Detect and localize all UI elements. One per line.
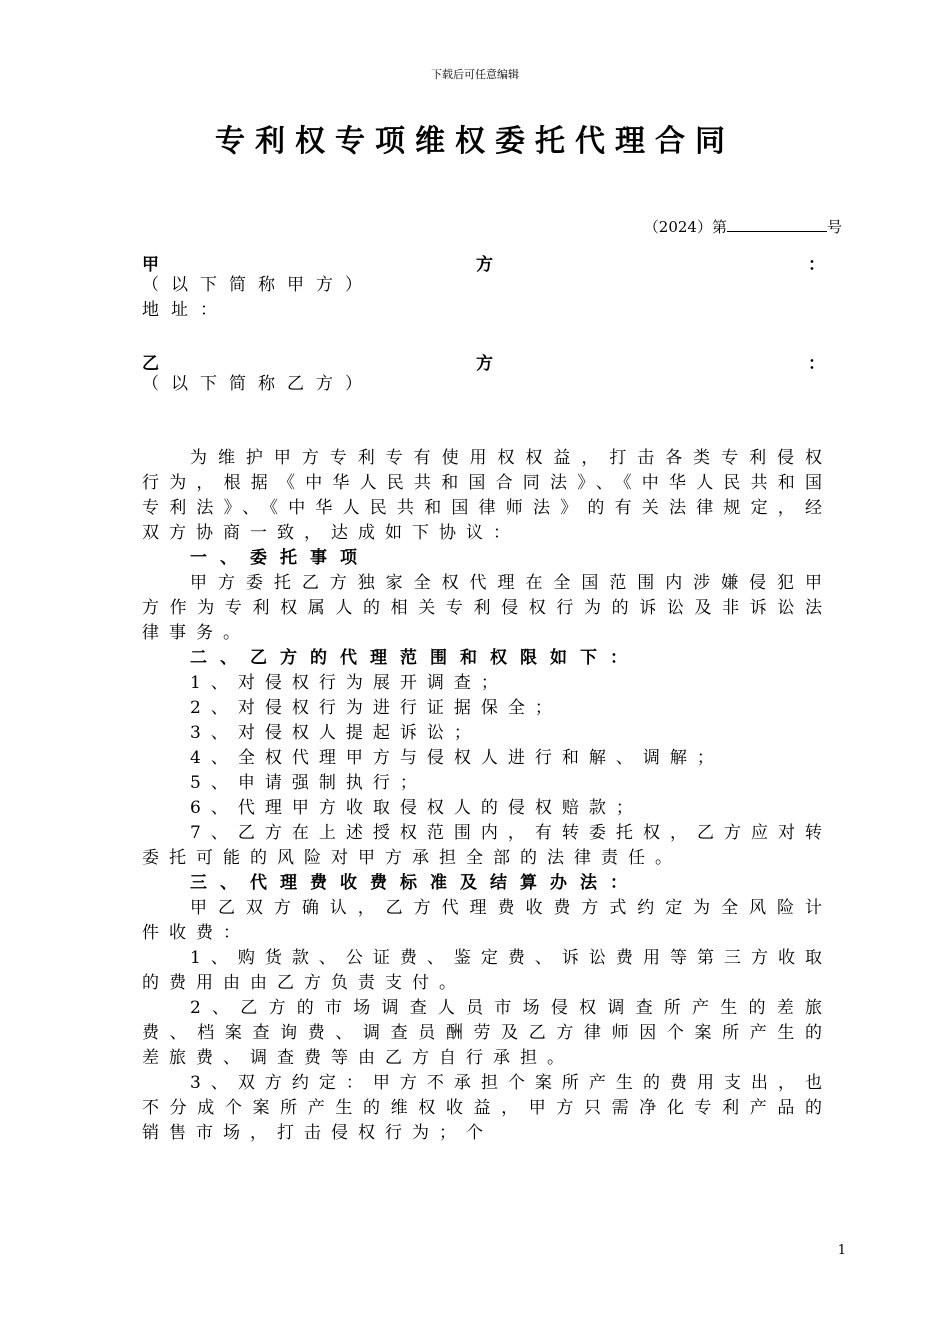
- contract-body: [142, 446, 832, 1146]
- section-2-item: 4、全权代理甲方与侵权人进行和解、调解；: [190, 748, 724, 768]
- section-3-item: 1、购货款、公证费、鉴定费、诉讼费用等第三方收取的费用由由乙方负责支付。: [142, 948, 832, 993]
- party-b-label-left: 乙: [142, 354, 159, 374]
- party-b-label-mid: 方: [476, 354, 493, 374]
- section-2-item: 1、对侵权行为展开调查；: [190, 673, 508, 693]
- party-a-colon: ：: [808, 255, 825, 275]
- section-1-text: 甲方委托乙方独家全权代理在全国范围内涉嫌侵犯甲方作为专利权属人的相关专利侵权行为的诉讼及非诉讼法律事务。: [142, 573, 832, 643]
- section-3-item: 2、乙方的市场调查人员市场侵权调查所产生的差旅费、档案查询费、调查员酬劳及乙方律师因个案所产生的差旅费、调查费等由乙方自行承担。: [142, 998, 832, 1068]
- contract-number-prefix: （2024）第: [643, 218, 727, 236]
- section-1-heading: 一、委托事项: [190, 548, 370, 568]
- section-2-item: 2、对侵权行为进行证据保全；: [190, 698, 562, 718]
- party-b-row: [142, 349, 825, 374]
- section-2-heading: 二、乙方的代理范围和权限如下：: [190, 648, 640, 668]
- party-a-label-mid: 方: [476, 255, 493, 275]
- header-note: 下载后可任意编辑: [431, 68, 519, 81]
- contract-number-blank: [727, 217, 827, 232]
- page-number: 1: [837, 1243, 846, 1258]
- section-2-item: 5、申请强制执行；: [190, 773, 427, 793]
- section-2-item: 7、乙方在上述授权范围内，有转委托权，乙方应对转委托可能的风险对甲方承担全部的法律责任。: [142, 823, 832, 868]
- party-a-label-left: 甲: [142, 255, 159, 275]
- section-3-item: 3、双方约定：甲方不承担个案所产生的费用支出，也不分成个案所产生的维权收益，甲方只需净化专利产品的销售市场，打击侵权行为；个: [142, 1073, 832, 1143]
- intro-paragraph: 为维护甲方专利专有使用权权益，打击各类专利侵权行为，根据《中华人民共和国合同法》、《中华人民共和国专利法》、《中华人民共和国律师法》的有关法律规定，经双方协商一致，达成如下协议：: [142, 448, 832, 543]
- contract-number-suffix: 号: [826, 218, 842, 236]
- party-b-alias: （以下简称乙方）: [142, 374, 374, 394]
- party-a-address: 地址：: [142, 300, 229, 320]
- party-b-colon: ：: [808, 354, 825, 374]
- section-3-text: 甲乙双方确认，乙方代理费收费方式约定为全风险计件收费：: [142, 898, 832, 943]
- section-2-item: 3、对侵权人提起诉讼；: [190, 723, 481, 743]
- section-2-item: 6、代理甲方收取侵权人的侵权赔款；: [190, 798, 643, 818]
- document-title: 专利权专项维权委托代理合同: [215, 124, 735, 159]
- section-3-heading: 三、代理费收费标准及结算办法：: [190, 873, 640, 893]
- party-a-row: [142, 250, 825, 275]
- contract-number: [644, 216, 842, 237]
- party-a-alias: （以下简称甲方）: [142, 275, 374, 295]
